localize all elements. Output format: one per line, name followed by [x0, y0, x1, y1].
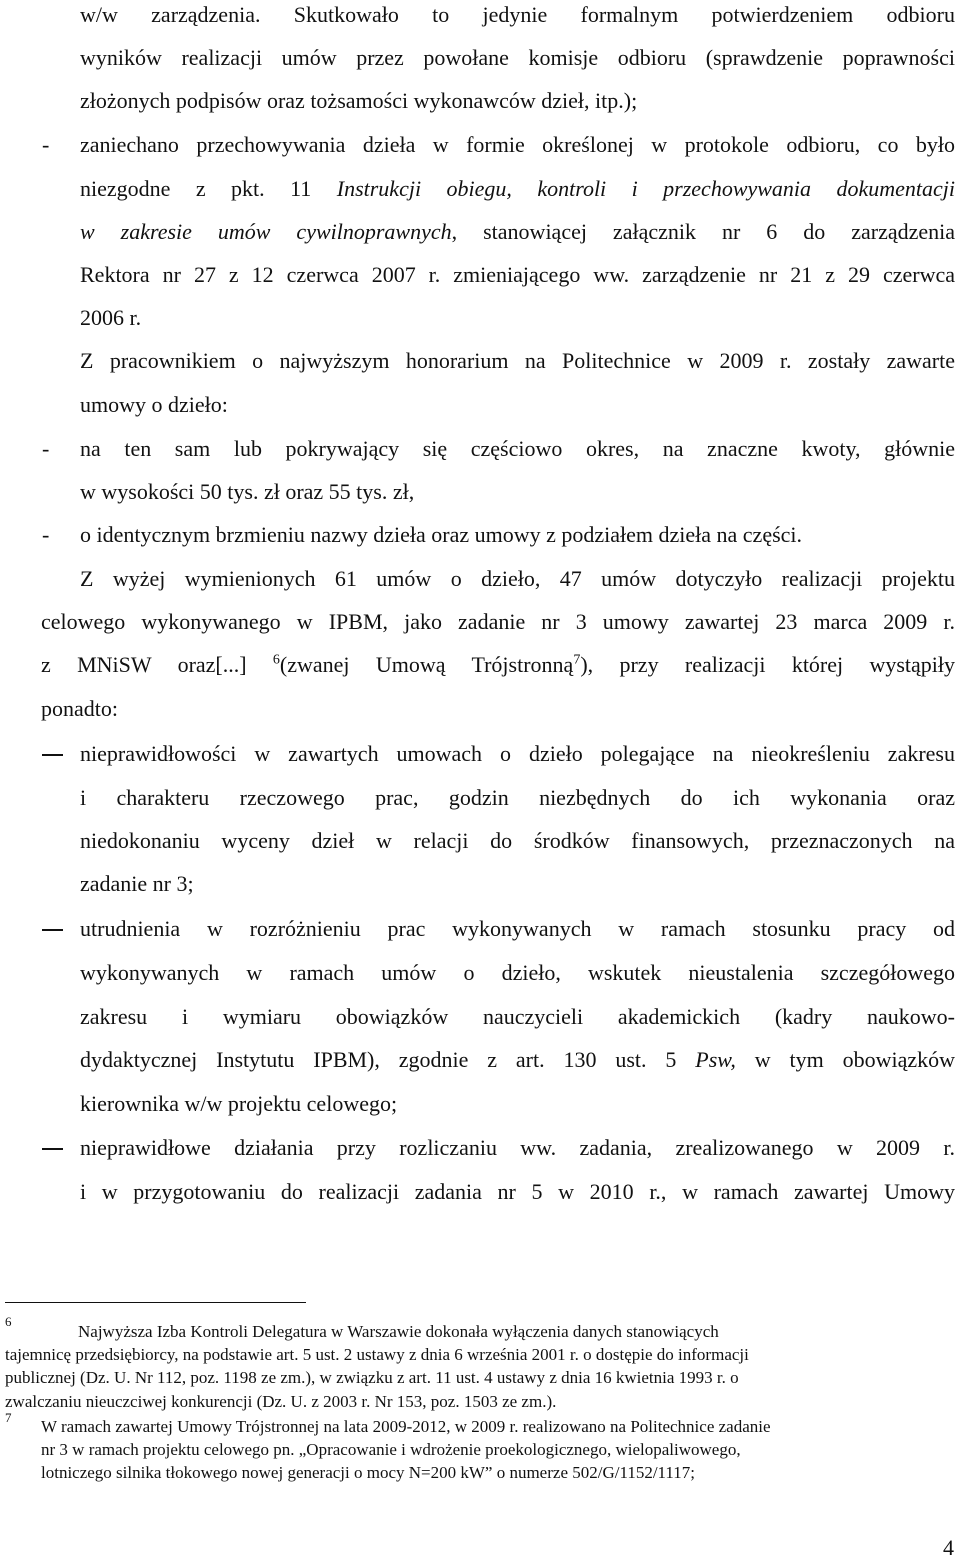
- footnote-line: lotniczego silnika tłokowego nowej generacji o mocy N=200 kW” o numerze 502/G/1152/1117;: [41, 1463, 696, 1482]
- list-dash: -: [42, 132, 50, 157]
- list-item-line: o identycznym brzmieniu nazwy dzieła oraz umowy z podziałem dzieła na części.: [80, 522, 803, 547]
- list-bullet-dash: [42, 929, 63, 931]
- paragraph-line: celowego wykonywanego w IPBM, jako zadanie nr 3 umowy zawartej 23 marca 2009 r.: [41, 609, 955, 634]
- footnote-number-7: 7: [5, 1410, 12, 1425]
- text-run: niezgodne z pkt. 11: [80, 176, 337, 201]
- list-item-line: w wysokości 50 tys. zł oraz 55 tys. zł,: [80, 479, 415, 504]
- paragraph-line: umowy o dzieło:: [80, 392, 228, 417]
- list-item-line: i w przygotowaniu do realizacji zadania nr 5 w 2010 r., w ramach zawartej Umowy: [80, 1179, 955, 1204]
- list-item-line: kierownika w/w projektu celowego;: [80, 1091, 398, 1116]
- list-item-line: 2006 r.: [80, 305, 142, 330]
- list-item-line: wykonywanych w ramach umów o dzieło, wskutek nieustalenia szczegółowego: [80, 960, 955, 985]
- list-dash: -: [42, 522, 50, 547]
- paragraph-line: wyników realizacji umów przez powołane komisje odbioru (sprawdzenie poprawności: [80, 45, 955, 70]
- text-run: dydaktycznej Instytutu IPBM), zgodnie z art. 130 ust. 5: [80, 1047, 696, 1072]
- footnote-line: zwalczaniu nieuczciwej konkurencji (Dz. U. z 2003 r. Nr 153, poz. 1503 ze zm.).: [5, 1392, 557, 1411]
- footnote-line: publicznej (Dz. U. Nr 112, poz. 1198 ze zm.), w związku z art. 11 ust. 4 ustawy z dnia 16 kwietnia 1993 r. o: [5, 1368, 739, 1387]
- paragraph-line: w/w zarządzenia. Skutkowało to jedynie formalnym potwierdzeniem odbioru: [80, 2, 955, 27]
- page-number: 4: [943, 1535, 954, 1560]
- paragraph-line: Z wyżej wymienionych 61 umów o dzieło, 47 umów dotyczyło realizacji projektu: [80, 566, 955, 591]
- footnote-ref-6: 6: [272, 652, 280, 668]
- italic-title: w zakresie umów cywilnoprawnych: [80, 219, 452, 244]
- list-item-line: zaniechano przechowywania dzieła w formie określonej w protokole odbioru, co było: [80, 132, 955, 157]
- footnote-line: W ramach zawartej Umowy Trójstronnej na lata 2009-2012, w 2009 r. realizowano na Politechnice zadanie: [41, 1417, 771, 1436]
- italic-title: Instrukcji obiegu, kontroli i przechowywania dokumentacji: [336, 176, 956, 201]
- list-bullet-dash: [42, 754, 63, 756]
- text-run: (zwanej Umową Trójstronną: [279, 652, 574, 677]
- text-run: w tym obowiązków: [735, 1047, 955, 1072]
- paragraph-line: Z pracownikiem o najwyższym honorarium na Politechnice w 2009 r. zostały zawarte: [80, 348, 955, 373]
- footnote-ref-7: 7: [573, 652, 581, 668]
- list-item-line: i charakteru rzeczowego prac, godzin niezbędnych do ich wykonania oraz: [80, 785, 955, 810]
- list-item-line: utrudnienia w rozróżnieniu prac wykonywanych w ramach stosunku pracy od: [80, 916, 955, 941]
- footnote-number-6: 6: [5, 1314, 12, 1329]
- paragraph-line: złożonych podpisów oraz tożsamości wykonawców dzieł, itp.);: [80, 88, 638, 113]
- footnote-line: nr 3 w ramach projektu celowego pn. „Opracowanie i wdrożenie proekologicznego, wielopaliwowego,: [41, 1440, 741, 1459]
- list-item-line: [80, 219, 955, 245]
- list-bullet-dash: [42, 1148, 63, 1150]
- paragraph-line: ponadto:: [41, 696, 118, 721]
- italic-abbrev: Psw,: [695, 1047, 736, 1072]
- footnote-line: tajemnicę przedsiębiorcy, na podstawie art. 5 ust. 2 ustawy z dnia 6 września 2001 r. o dostępie do informacji: [5, 1345, 749, 1364]
- list-item-line: [80, 1047, 955, 1073]
- list-item-line: niedokonaniu wyceny dzieł w relacji do środków finansowych, przeznaczonych na: [80, 828, 955, 853]
- footnote-separator: [5, 1302, 306, 1303]
- text-run: z MNiSW oraz[...]: [41, 652, 247, 677]
- list-item-line: zadanie nr 3;: [80, 871, 194, 896]
- text-run: , stanowiącej załącznik nr 6 do zarządzenia: [451, 219, 956, 244]
- list-item-line: Rektora nr 27 z 12 czerwca 2007 r. zmieniającego ww. zarządzenie nr 21 z 29 czerwca: [80, 262, 955, 287]
- list-item-line: nieprawidłowości w zawartych umowach o dzieło polegające na nieokreśleniu zakresu: [80, 741, 955, 766]
- list-item-line: zakresu i wymiaru obowiązków nauczycieli akademickich (kadry naukowo-: [80, 1004, 955, 1029]
- text-run: ), przy realizacji której wystąpiły: [580, 652, 956, 677]
- list-item-line: na ten sam lub pokrywający się częściowo okres, na znaczne kwoty, głównie: [80, 436, 955, 461]
- list-item-line: nieprawidłowe działania przy rozliczaniu ww. zadania, zrealizowanego w 2009 r.: [80, 1135, 955, 1160]
- footnote-line: Najwyższa Izba Kontroli Delegatura w Warszawie dokonała wyłączenia danych stanowiących: [78, 1322, 719, 1341]
- list-dash: -: [42, 436, 50, 461]
- paragraph-line: [41, 652, 955, 678]
- list-item-line: [80, 176, 955, 202]
